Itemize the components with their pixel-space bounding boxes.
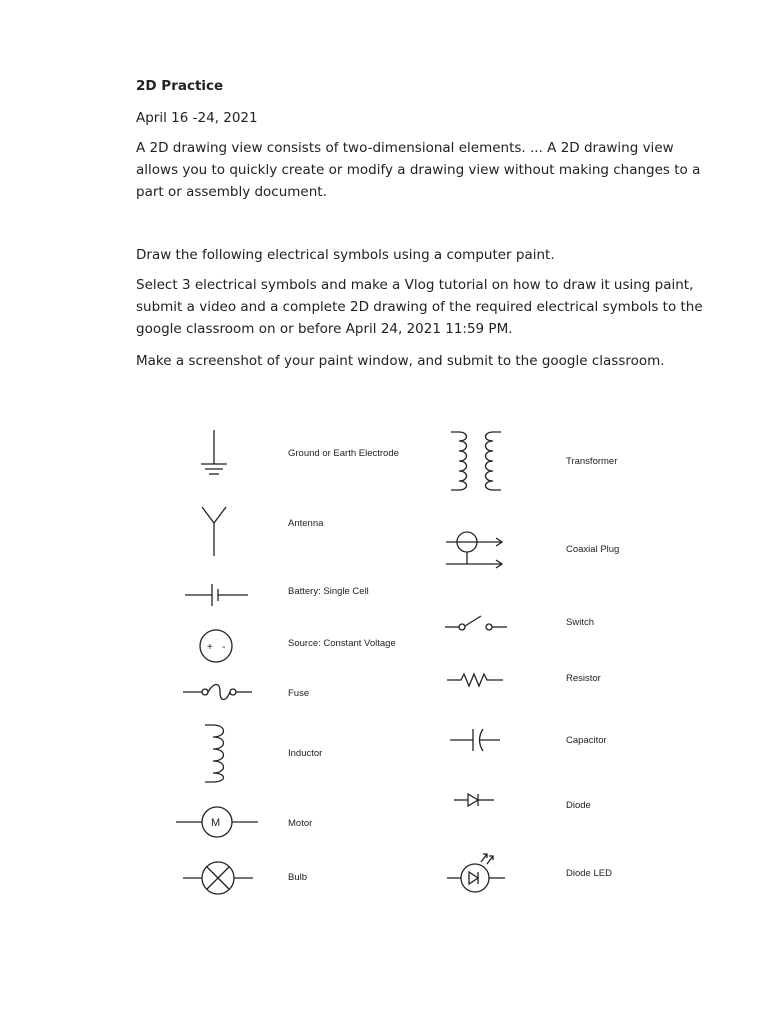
- switch-label: Switch: [566, 617, 594, 628]
- ground-label: Ground or Earth Electrode: [288, 448, 399, 459]
- bulb-symbol-icon: [183, 861, 253, 895]
- page-title: 2D Practice: [136, 78, 224, 94]
- switch-symbol-icon: [445, 613, 507, 633]
- resistor-symbol-icon: [447, 672, 505, 688]
- motor-symbol-icon: [176, 806, 258, 838]
- transformer-label: Transformer: [566, 456, 618, 467]
- submission-paragraph: Make a screenshot of your paint window, and submit to the google classroom.: [136, 353, 665, 369]
- diode-label: Diode: [566, 800, 591, 811]
- bulb-label: Bulb: [288, 872, 308, 883]
- diode-symbol-icon: [454, 792, 496, 808]
- motor-letter: M: [211, 817, 221, 829]
- source-minus: -: [222, 642, 226, 653]
- fuse-symbol-icon: [183, 684, 253, 700]
- coaxial-plug-label: Coaxial Plug: [566, 544, 620, 555]
- intro-paragraph: A 2D drawing view consists of two-dimensional elements. ... A 2D drawing view allows you to quickly create or modify a drawing view without making changes to a part or assembly document.: [136, 140, 701, 200]
- task-paragraph: Select 3 electrical symbols and make a Vlog tutorial on how to draw it using paint, submit a video and a complete 2D drawing of the required electrical symbols to the google classroom on or before April 24, 2021 11:59 PM.: [136, 277, 703, 337]
- antenna-label: Antenna: [288, 518, 324, 529]
- diode-led-symbol-icon: [447, 850, 507, 896]
- capacitor-symbol-icon: [450, 728, 502, 752]
- inductor-symbol-icon: [203, 724, 233, 784]
- coaxial-plug-symbol-icon: [446, 530, 506, 570]
- resistor-label: Resistor: [566, 673, 601, 684]
- voltage-source-label: Source: Constant Voltage: [288, 638, 396, 649]
- capacitor-label: Capacitor: [566, 735, 607, 746]
- diode-led-label: Diode LED: [566, 868, 612, 879]
- transformer-symbol-icon: [449, 431, 504, 493]
- motor-label: Motor: [288, 818, 313, 829]
- battery-symbol-icon: [185, 583, 250, 607]
- inductor-label: Inductor: [288, 748, 323, 759]
- voltage-source-symbol-icon: [199, 629, 235, 665]
- battery-label: Battery: Single Cell: [288, 586, 369, 597]
- instruction-paragraph: Draw the following electrical symbols using a computer paint.: [136, 247, 555, 263]
- fuse-label: Fuse: [288, 688, 310, 699]
- source-plus: +: [207, 642, 213, 653]
- date-range: April 16 -24, 2021: [136, 110, 258, 126]
- ground-symbol-icon: [195, 430, 245, 475]
- antenna-symbol-icon: [200, 505, 230, 557]
